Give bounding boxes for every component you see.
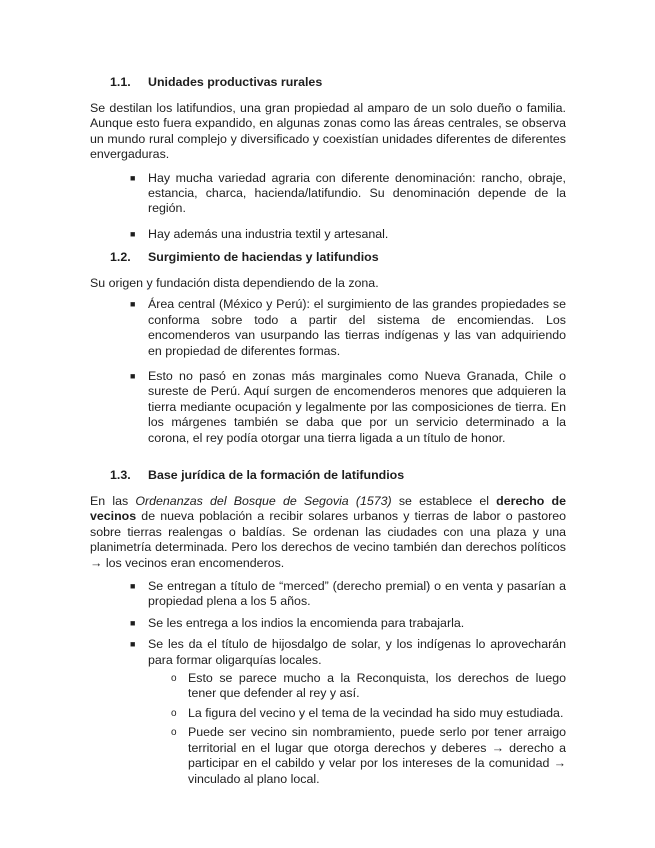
section-number: 1.1.	[110, 75, 131, 89]
section-1-1	[90, 75, 566, 242]
square-bullet-icon: ■	[130, 172, 136, 183]
circle-bullet-icon: o	[171, 727, 177, 739]
bullet-list	[90, 297, 566, 446]
list-item-text: Hay además una industria textil y artesanal.	[148, 226, 389, 241]
section-heading	[90, 250, 566, 266]
list-item-text: Área central (México y Perú): el surgimiento de las grandes propiedades se conforma sobre todo a partir del sistema de encomiendas. Los encomenderos van usurpando las tierras indígenas y las van adquiriendo en propiedad de diferentes formas.	[148, 297, 566, 358]
bullet-list	[90, 579, 566, 787]
list-item	[90, 637, 566, 787]
section-title: Unidades productivas rurales	[148, 75, 323, 89]
key-term: derecho de vecinos	[90, 494, 567, 524]
list-item	[90, 579, 566, 610]
paragraph-text: se establece el	[391, 494, 497, 508]
list-item-text: Hay mucha variedad agraria con diferente denominación: rancho, obraje, estancia, charca, hacienda/latifundio. Su denominación depende de la región.	[148, 170, 566, 216]
list-item	[90, 369, 566, 446]
section-paragraph: Se destilan los latifundios, una gran propiedad al amparo de un solo dueño o familia. Aunque esto fuera expandido, en algunas zonas como las áreas centrales, se observa un mundo rural complejo y diversificado y coexistían unidades diferentes de diferentes envergaduras.	[90, 101, 566, 162]
sub-list-item-text: Esto se parece mucho a la Reconquista, los derechos de luego tener que defender al rey y así.	[188, 671, 566, 701]
section-1-3	[90, 468, 566, 791]
square-bullet-icon: ■	[130, 617, 136, 628]
sub-list-item	[90, 671, 566, 702]
section-1-2	[90, 250, 566, 446]
square-bullet-icon: ■	[130, 581, 136, 592]
list-item	[90, 616, 566, 631]
list-item	[90, 297, 566, 359]
sub-list-item	[90, 706, 566, 721]
sub-list-item	[90, 725, 566, 787]
square-bullet-icon: ■	[130, 371, 136, 382]
list-item-text: Esto no pasó en zonas más marginales como Nueva Granada, Chile o sureste de Perú. Aquí surgen de encomenderos menores que adquieren la tierra mediante ocupación y legalmente por las composiciones de tierra. En los márgenes también se daba que por un servicio determinado a la corona, el rey podía otorgar una tierra ligada a un título de honor.	[148, 369, 566, 445]
section-heading	[90, 468, 566, 484]
section-paragraph	[90, 494, 566, 571]
section-title: Surgimiento de haciendas y latifundios	[148, 250, 379, 264]
list-item-text: Se les entrega a los indios la encomienda para trabajarla.	[148, 615, 465, 630]
circle-bullet-icon: o	[171, 707, 177, 719]
paragraph-text: En las	[90, 494, 136, 508]
section-number: 1.3.	[110, 468, 131, 482]
section-paragraph: Su origen y fundación dista dependiendo de la zona.	[90, 276, 379, 290]
section-heading	[90, 75, 566, 91]
list-item	[90, 227, 566, 242]
sub-list-item-text: Puede ser vecino sin nombramiento, puede serlo por tener arraigo territorial en el lugar que otorga derechos y deberes → derecho a participar en el cabildo y velar por los intereses de la comunidad → vinculado al plano local.	[188, 725, 566, 786]
paragraph-text: de nueva población a recibir solares urbanos y tierras de labor o pastoreo sobre tierras realengas o baldías. Se ordenan las ciudades con una plaza y una planimetría determinada. Pero los derechos de vecino también dan derechos políticos → los vecinos eran encomenderos.	[90, 509, 566, 570]
list-item	[90, 171, 566, 217]
list-item-text: Se les da el título de hijosdalgo de solar, y los indígenas lo aprovecharán para formar oligarquías locales.	[148, 637, 566, 667]
square-bullet-icon: ■	[130, 299, 136, 310]
ordinance-title: Ordenanzas del Bosque de Segovia (1573)	[135, 494, 392, 508]
sub-list-item-text: La figura del vecino y el tema de la vecindad ha sido muy estudiada.	[188, 705, 564, 720]
section-number: 1.2.	[110, 250, 131, 264]
list-item-text: Se entregan a título de “merced” (derecho premial) o en venta y pasarían a propiedad plena a los 5 años.	[148, 579, 566, 609]
section-title: Base jurídica de la formación de latifundios	[148, 468, 405, 482]
circle-bullet-icon: o	[171, 673, 177, 685]
square-bullet-icon: ■	[130, 639, 136, 650]
sub-bullet-list	[148, 671, 566, 787]
square-bullet-icon: ■	[130, 228, 136, 239]
bullet-list	[90, 171, 566, 243]
